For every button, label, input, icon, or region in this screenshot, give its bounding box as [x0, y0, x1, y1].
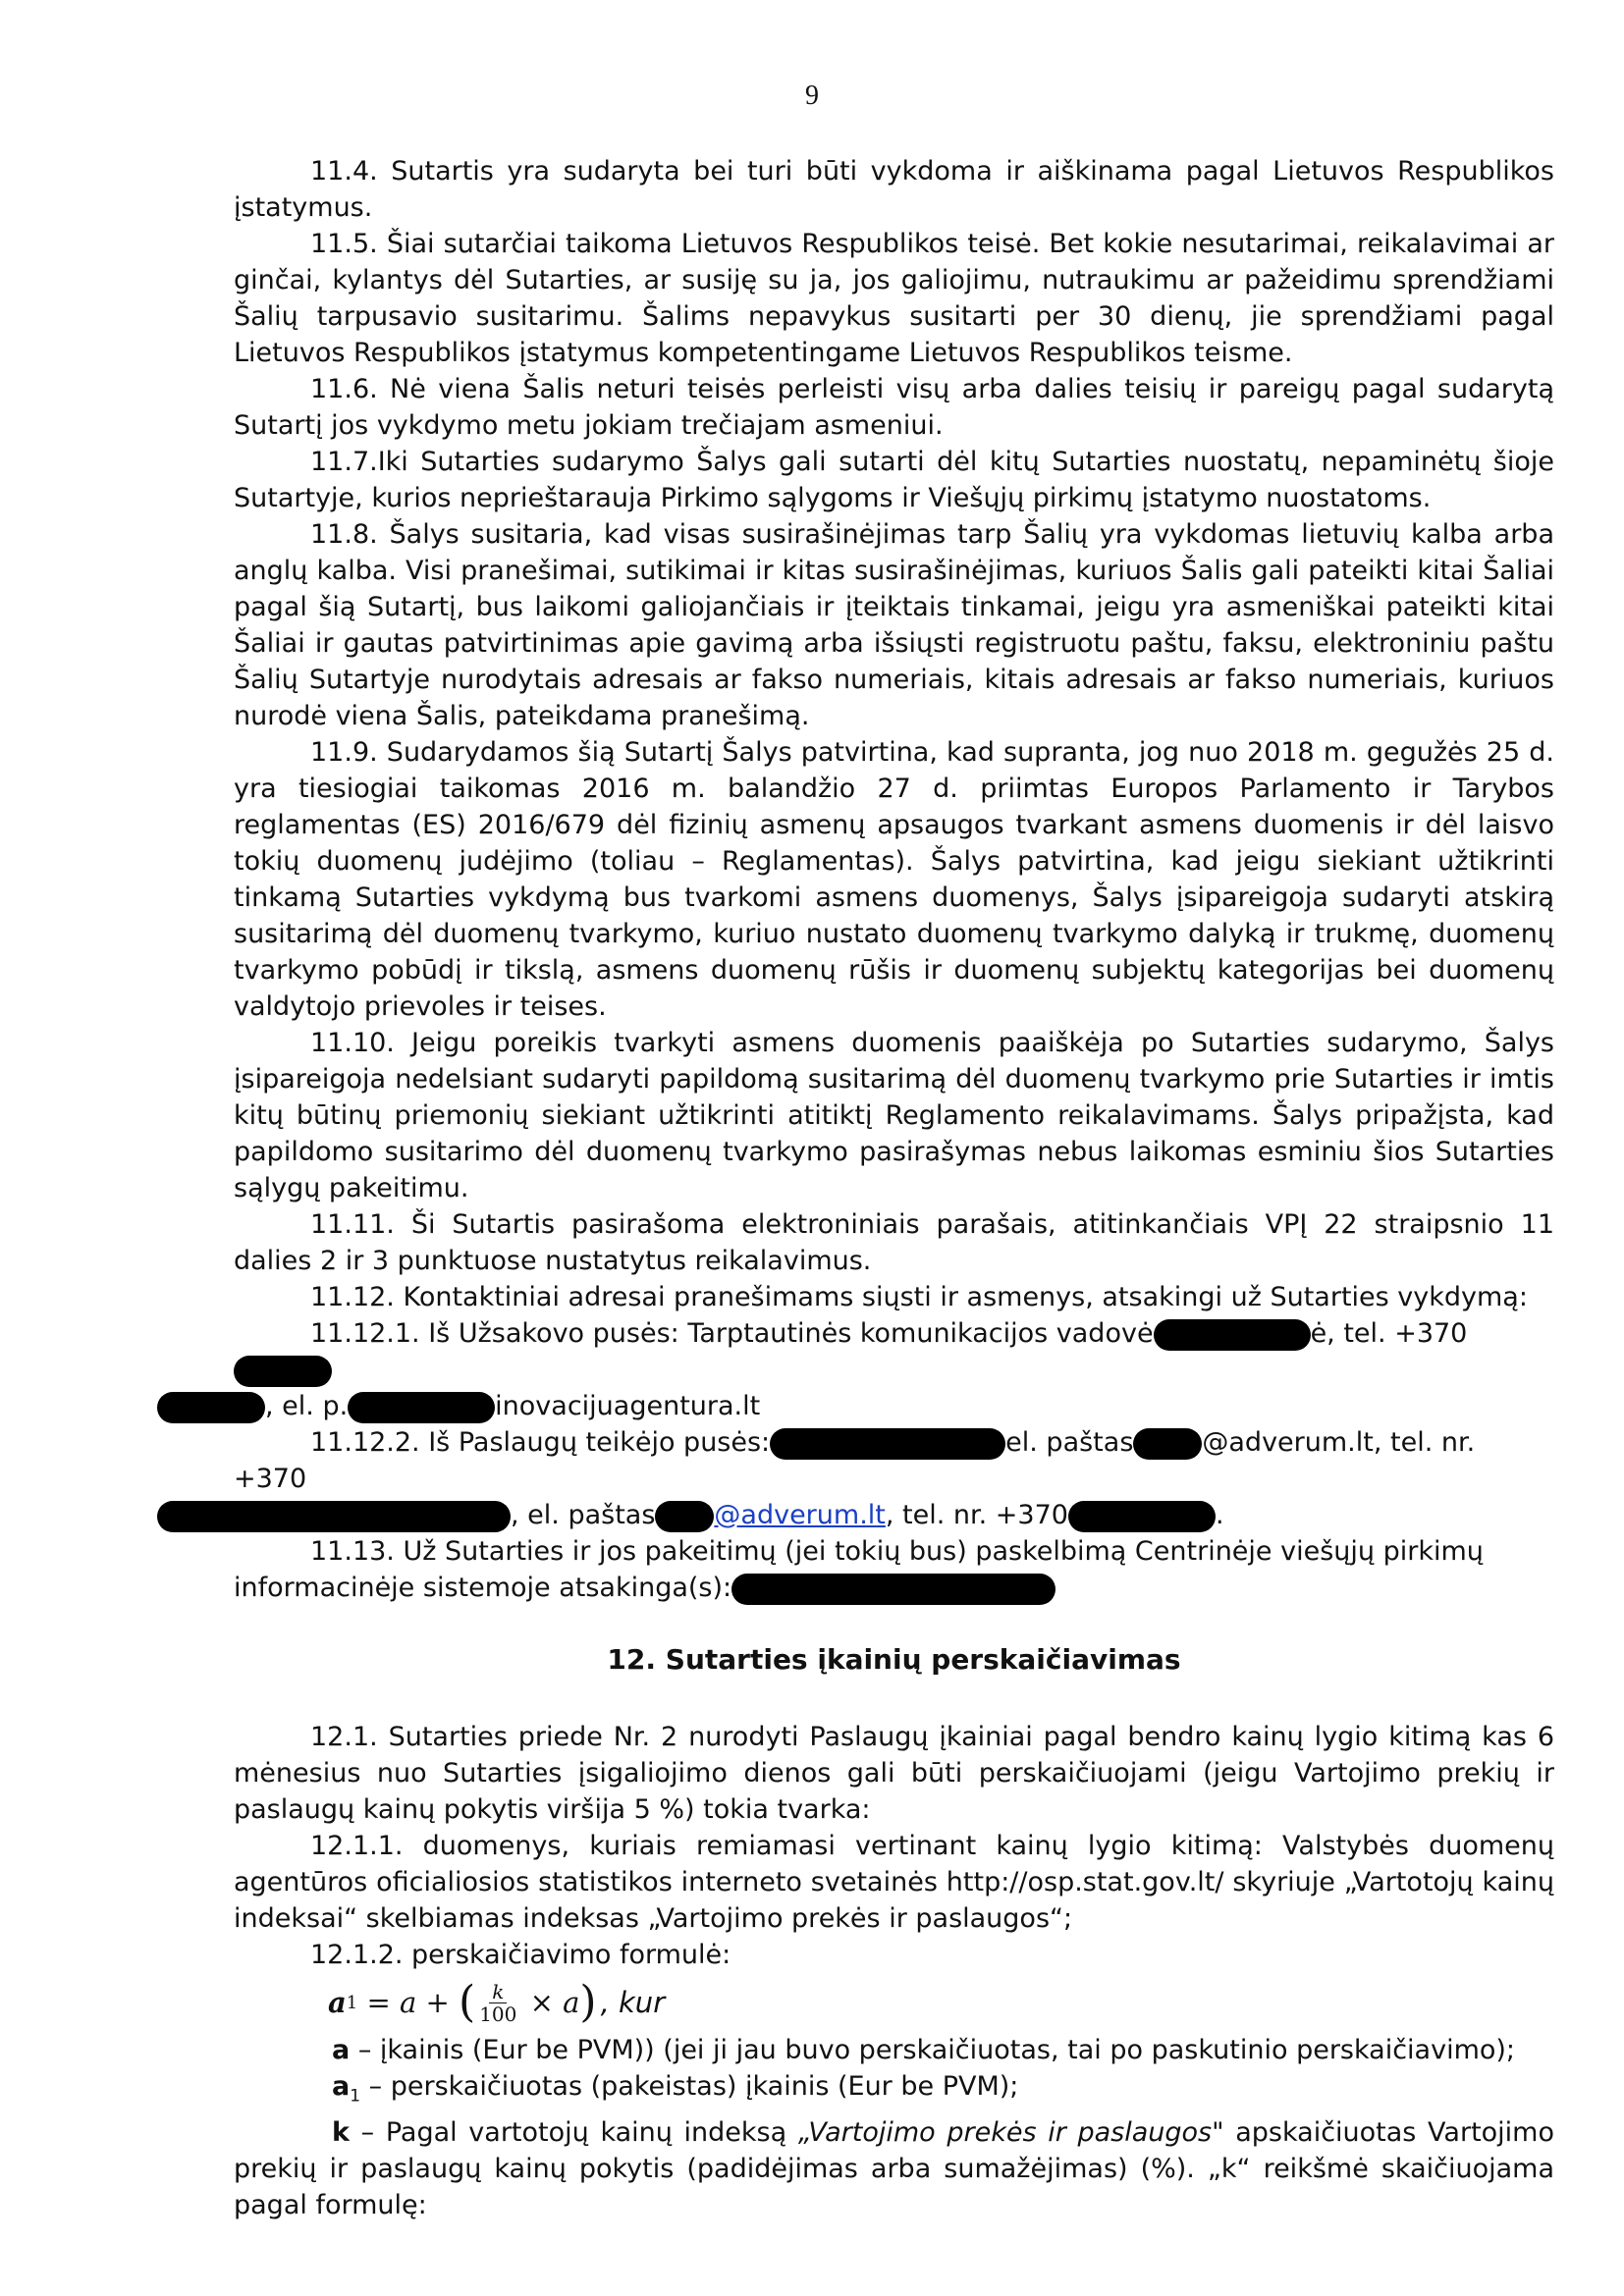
clause-11-5: 11.5. Šiai sutarčiai taikoma Lietuvos Respublikos teisė. Bet kokie nesutarimai, reikalavimai ar ginčai, kylantys dėl Sutarties, ar susiję su ja, jos galiojimu, nutraukimu ar pažeidimu sprendžiami Šalių tarpusavio susitarimu. Šalims nepavykus susitarti per 30 dienų, jie sprendžiami pagal Lietuvos Respublikos įstatymus kompetentingame Lietuvos Respublikos teisme.: [234, 229, 1554, 368]
formula-numerator: k: [489, 1981, 507, 2003]
formula-times: × a: [520, 1985, 580, 2019]
formula-close-paren: ): [579, 1977, 597, 2027]
clause-11-8: 11.8. Šalys susitaria, kad visas susirašinėjimas tarp Šalių yra vykdomas lietuvių kalba arba anglų kalba. Visi pranešimai, sutikimai ir kitas susirašinėjimas, kuriuos Šalis gali pateikti kitai Šaliai pagal šią Sutartį, bus laikomi galiojančiais ir įteiktais tinkamai, jeigu yra asmeniškai pateikti kitai Šaliai ir gautas patvirtinimas apie gavimą arba išsiųsti registruotu paštu, faksu, elektroniniu paštu Šalių Sutartyje nurodytais adresais ar fakso numeriais, kitais adresais ar fakso numeriais, kuriuos nurodė viena Šalis, pateikdama pranešimą.: [234, 519, 1554, 731]
formula-kur: , kur: [600, 1985, 666, 2019]
redaction-block: [234, 1356, 332, 1387]
definition-k: [234, 2114, 1554, 2223]
redaction-block: [655, 1501, 714, 1532]
clause-11-7: 11.7.Iki Sutarties sudarymo Šalys gali sutarti dėl kitų Sutarties nuostatų, nepaminėtų šioje Sutartyje, kurios neprieštarauja Pirkimo sąlygoms ir Viešųjų pirkimų įstatymo nuostatoms.: [234, 447, 1554, 513]
clause-11-4: 11.4. Sutartis yra sudaryta bei turi būti vykdoma ir aiškinama pagal Lietuvos Respublikos įstatymus.: [234, 156, 1554, 223]
clause-11-12-1-part-d: inovacijuagentura.lt: [495, 1391, 761, 1421]
clause-12-1-2: 12.1.2. perskaičiavimo formulė:: [310, 1940, 731, 1970]
clause-11-12-2-part-c: @adverum.lt, tel. nr. +370: [234, 1427, 1476, 1494]
clause-11-12-2-part-f: , tel. nr. +370: [885, 1500, 1068, 1530]
clause-11-12-1: [234, 1315, 1554, 1424]
clause-12-1-1: 12.1.1. duomenys, kuriais remiamasi vertinant kainų lygio kitimą: Valstybės duomenų agentūros oficialiosios statistikos interneto svetainės http://osp.stat.gov.lt/ skyriuje „Vartotojų kainų indeksai“ skelbiamas indeksas „Vartojimo prekės ir paslaugos“;: [234, 1831, 1554, 1934]
clause-12-1: 12.1. Sutarties priede Nr. 2 nurodyti Paslaugų įkainiai pagal bendro kainų lygio kitimą kas 6 mėnesius nuo Sutarties įsigaliojimo dienos gali būti perskaičiuojami (jeigu Vartojimo prekių ir paslaugų kainų pokytis viršija 5 %) tokia tvarka:: [234, 1722, 1554, 1825]
formula-eq: = a +: [357, 1985, 460, 2019]
clause-11-12-2-part-d: , el. paštas: [511, 1500, 656, 1530]
definition-a: [234, 2032, 1554, 2068]
definition-a1-subscript: 1: [350, 2086, 361, 2107]
page-number: 9: [805, 80, 819, 111]
definition-a-text: – įkainis (Eur be PVM)) (jei ji jau buvo perskaičiuotas, tai po paskutinio perskaičiavimo);: [350, 2035, 1516, 2065]
clause-11-12-2-part-a: 11.12.2. Iš Paslaugų teikėjo pusės:: [310, 1427, 771, 1458]
clause-11-12: 11.12. Kontaktiniai adresai pranešimams siųsti ir asmenys, atsakingi už Sutarties vykdymą:: [310, 1282, 1528, 1312]
clause-11-11: 11.11. Ši Sutartis pasirašoma elektroniniais parašais, atitinkančiais VPĮ 22 straipsnio 11 dalies 2 ir 3 punktuose nustatytus reikalavimus.: [234, 1209, 1554, 1276]
definition-k-text-1: – Pagal vartotojų kainų indeksą: [349, 2117, 798, 2149]
clause-11-12-1-part-a: 11.12.1. Iš Užsakovo pusės: Tarptautinės komunikacijos vadovė: [310, 1318, 1154, 1349]
clause-11-10: 11.10. Jeigu poreikis tvarkyti asmens duomenis paaiškėja po Sutarties sudarymo, Šalys įsipareigoja nedelsiant sudaryti papildomą susitarimą dėl duomenų tvarkymo prie Sutarties ir imtis kitų būtinų priemonių siekiant užtikrinti atitiktį Reglamento reikalavimams. Šalys pripažįsta, kad papildomo susitarimo dėl duomenų tvarkymo pasirašymas nebus laikomas esminiu šios Sutarties sąlygų pakeitimu.: [234, 1028, 1554, 1203]
redaction-block: [157, 1392, 265, 1423]
formula-denominator: 100: [479, 2002, 517, 2026]
definition-k-text-2: " apskaičiuotas Vartojimo prekių ir paslaugų kainų pokytis (padidėjimas arba sumažėjimas) (%). „k“ reikšmė skaičiuojama pagal formulę:: [234, 2117, 1555, 2221]
redaction-block: [731, 1574, 1056, 1605]
clause-11-9: 11.9. Sudarydamos šią Sutartį Šalys patvirtina, kad supranta, jog nuo 2018 m. gegužės 25 d. yra tiesiogiai taikomas 2016 m. balandžio 27 d. priimtas Europos Parlamento ir Tarybos reglamentas (ES) 2016/679 dėl fizinių asmenų apsaugos tvarkant asmens duomenis ir dėl laisvo tokių duomenų judėjimo (toliau – Reglamentas). Šalys patvirtina, kad jeigu siekiant užtikrinti tinkamą Sutarties vykdymą bus tvarkomi asmens duomenys, Šalys įsipareigoja sudaryti atskirą susitarimą dėl duomenų tvarkymo, kuriuo nustato duomenų tvarkymo dalyką ir trukmę, duomenų tvarkymo pobūdį ir tikslą, asmens duomenų rūšis ir duomenų subjektų kategorijas bei duomenų valdytojo prievoles ir teises.: [234, 737, 1554, 1022]
formula-open-paren: (: [459, 1977, 476, 2027]
clause-11-12-2-part-g: .: [1215, 1500, 1224, 1530]
redaction-block: [157, 1501, 511, 1532]
redaction-block: [1133, 1428, 1202, 1460]
formula-fraction: [479, 1981, 516, 2025]
clause-11-12-2: [234, 1424, 1554, 1533]
formula-lhs: a: [328, 1985, 347, 2019]
email-link[interactable]: @adverum.lt: [714, 1500, 886, 1530]
clause-11-6: 11.6. Nė viena Šalis neturi teisės perleisti visų arba dalies teisių ir pareigų pagal sudarytą Sutartį jos vykdymo metu jokiam trečiajam asmeniui.: [234, 374, 1554, 441]
clause-11-12-2-part-b: el. paštas: [1005, 1427, 1134, 1458]
clause-11-12-1-part-c: , el. p.: [265, 1391, 349, 1421]
redaction-block: [1068, 1501, 1216, 1532]
definition-k-italic: „Vartojimo prekės ir paslaugos: [797, 2117, 1213, 2149]
clause-11-13: [234, 1533, 1554, 1606]
recalculation-formula: [328, 1973, 1554, 2032]
redaction-block: [348, 1392, 495, 1423]
redaction-block: [770, 1428, 1005, 1460]
clause-11-12-1-part-b: ė, tel. +370: [1310, 1318, 1468, 1349]
definition-k-symbol: k: [332, 2117, 350, 2149]
definition-a1-symbol: a: [332, 2071, 351, 2102]
definition-a1: [234, 2068, 1554, 2114]
redaction-block: [1154, 1319, 1311, 1351]
definition-a-symbol: a: [332, 2035, 351, 2065]
section-heading-12: 12. Sutarties įkainių perskaičiavimas: [607, 1643, 1181, 1676]
clause-11-13-text: 11.13. Už Sutarties ir jos pakeitimų (jei tokių bus) paskelbimą Centrinėje viešųjų pirkimų informacinėje sistemoje atsakinga(s):: [234, 1536, 1484, 1603]
document-body: [234, 153, 1554, 2223]
formula-lhs-subscript: 1: [346, 1992, 358, 2013]
definition-a1-text: – perskaičiuotas (pakeistas) įkainis (Eur be PVM);: [360, 2071, 1019, 2102]
